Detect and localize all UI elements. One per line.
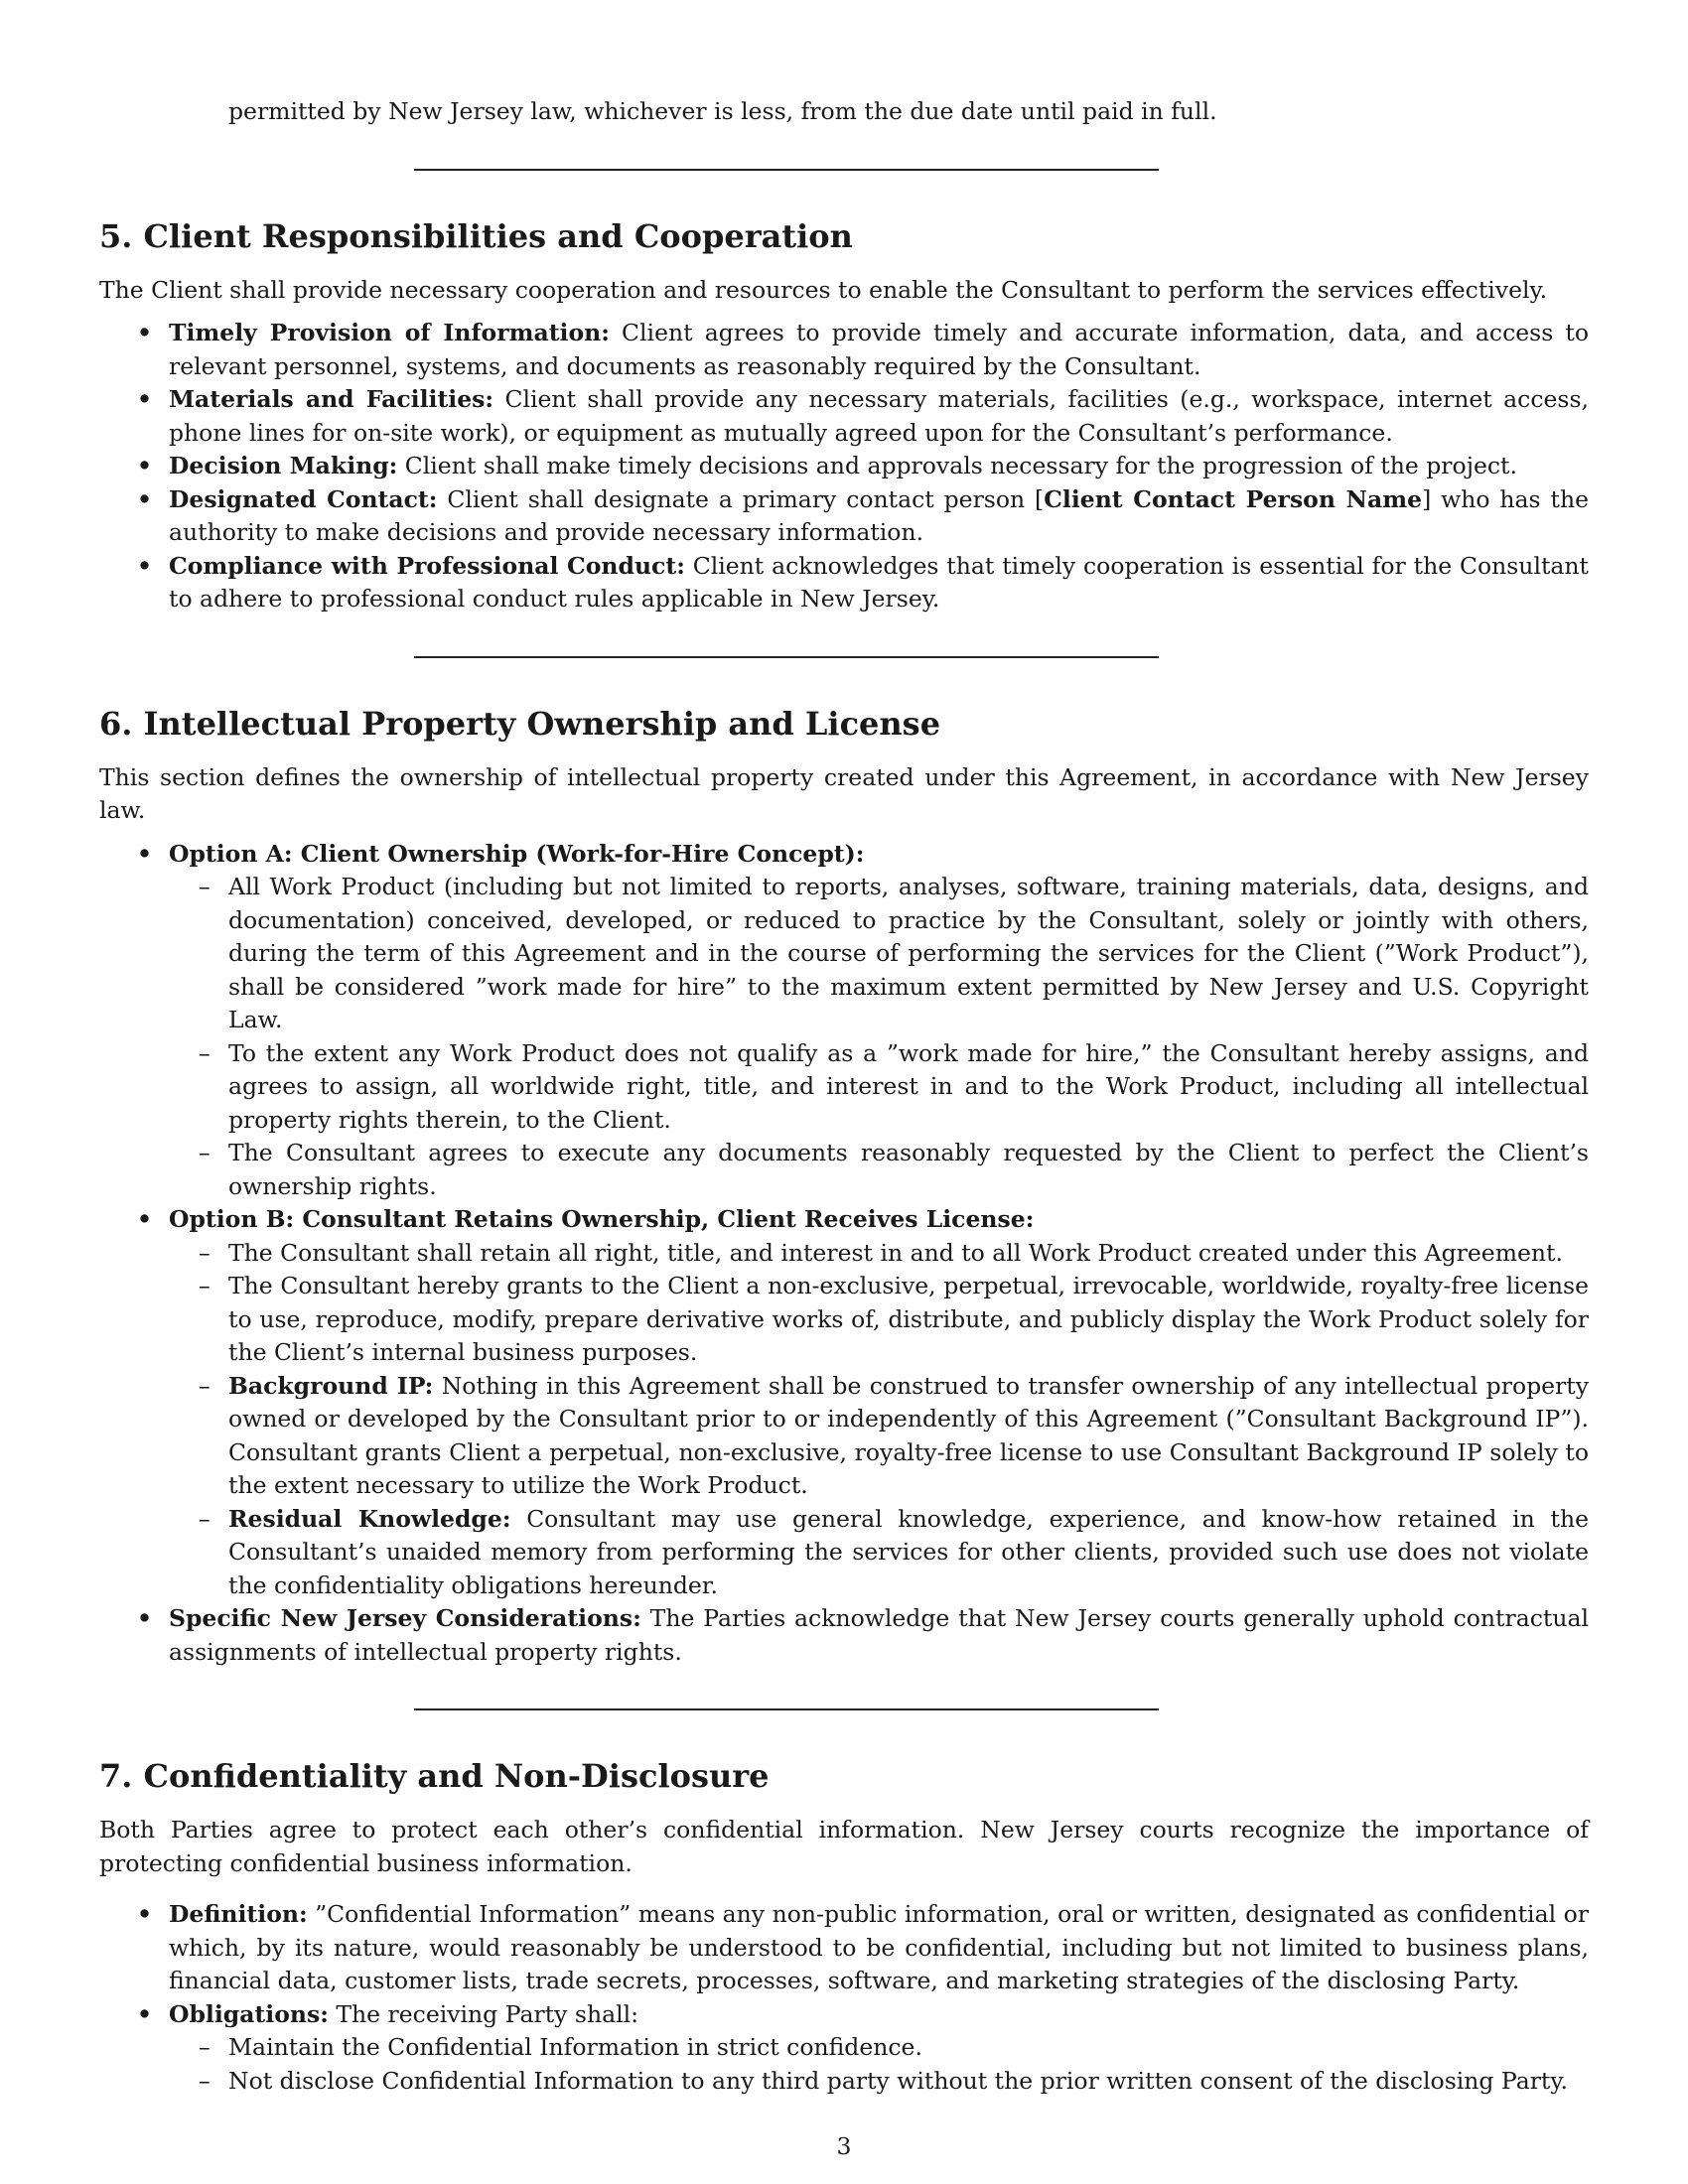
bullet-icon: • (137, 1999, 153, 2028)
section-5-list (99, 317, 1589, 616)
bullet-icon: • (137, 319, 153, 346)
section-divider (414, 656, 1159, 658)
placeholder-field: Client Contact Person Name (1044, 484, 1423, 513)
dash-icon: – (199, 1038, 211, 1067)
sublist-item: – Residual Knowledge: Consultant may use general knowledge, experience, and know-how retained in the Consultant’s unaided memory from performing the services for other clients, provided such use does not violate the confidentiality obligations hereunder. (199, 1504, 1589, 1599)
document-page (99, 95, 1589, 2098)
sublist-item: – Not disclose Confidential Information to any third party without the prior written consent of the disclosing Party. (169, 2065, 1589, 2099)
sublist-item: – All Work Product (including but not limited to reports, analyses, software, training materials, data, designs, and documentation) conceived, developed, or reduced to practice by the Consultant, solely or jointly with others, during the term of this Agreement and in the course of performing the services for the Client (”Work Product”), shall be considered ”work made for hire” to the maximum extent permitted by New Jersey and U.S. Copyright Law. (199, 873, 1589, 1033)
list-item: • Option A: Client Ownership (Work-for-Hire Concept): – All Work Product (including but not limited to reports, analyses, software, training materials, data, designs, and documentation) conceived, developed, or reduced to practice by the Consultant, solely or jointly with others, during the term of this Agreement and in the course of performing the services for the Client (”Work Product”), shall be considered ”work made for hire” to the maximum extent permitted by New Jersey and U.S. Copyright Law. – To the extent any Work Product does not qualify as a ”work made for hire,” the Consultant hereby assigns, and agrees to assign, all worldwide right, title, and interest in and to the Work Product, including all intellectual property rights therein, to the Client. – The Consultant agrees to execute any documents reasonably requested by the Client to perfect the Client’s ownership rights. (99, 838, 1589, 1204)
list-item: • Specific New Jersey Considerations: The Parties acknowledge that New Jersey courts generally uphold contractual assignments of intellectual property rights. (137, 1604, 1589, 1666)
list-item: • Materials and Facilities: Client shall provide any necessary materials, facilities (e.g., workspace, internet access, phone lines for on-site work), or equipment as mutually agreed upon for the Consultant’s performance. (137, 385, 1589, 447)
section-7-list (99, 1898, 1589, 2098)
dash-icon: – (199, 1504, 211, 1533)
dash-icon: – (199, 1371, 211, 1400)
sublist (169, 2031, 1589, 2098)
page-number: 3 (836, 2132, 852, 2160)
sublist-item: – The Consultant hereby grants to the Client a non-exclusive, perpetual, irrevocable, worldwide, royalty-free license to use, reproduce, modify, prepare derivative works of, distribute, and publicly display the Work Product solely for the Client’s internal business purposes. (199, 1272, 1589, 1366)
bullet-icon: • (137, 1900, 153, 1928)
sublist-item: – The Consultant agrees to execute any documents reasonably requested by the Client to perfect the Client’s ownership rights. (199, 1139, 1589, 1200)
section-divider (414, 1708, 1159, 1710)
section-5-heading: 5. Client Responsibilities and Cooperation (99, 216, 853, 255)
section-6-heading: 6. Intellectual Property Ownership and License (99, 704, 941, 743)
dash-icon: – (199, 873, 211, 900)
sublist (169, 871, 1589, 1203)
sublist-item: – The Consultant shall retain all right, title, and interest in and to all Work Product created under this Agreement. (169, 1237, 1589, 1271)
bullet-icon: • (137, 551, 153, 580)
list-item: • Obligations: The receiving Party shall: – Maintain the Confidential Information in strict confidence. – Not disclose Confidential Information to any third party without the prior written consent of the disclosing Party. (99, 1998, 1589, 2099)
continuation-text: permitted by New Jersey law, whichever is less, from the due date until paid in full. (228, 97, 1217, 125)
bullet-icon: • (137, 839, 153, 868)
sublist-item: – To the extent any Work Product does not qualify as a ”work made for hire,” the Consultant hereby assigns, and agrees to assign, all worldwide right, title, and interest in and to the Work Product, including all intellectual property rights therein, to the Client. (199, 1038, 1589, 1134)
sublist (169, 1237, 1589, 1603)
section-7-heading: 7. Confidentiality and Non-Disclosure (99, 1757, 770, 1795)
dash-icon: – (199, 1238, 211, 1267)
dash-icon: – (199, 2066, 211, 2095)
section-7-intro: Both Parties agree to protect each other’s confidential information. New Jersey courts recognize the importance of protecting confidential business information. (99, 1816, 1589, 1877)
bullet-icon: • (137, 1205, 153, 1233)
section-6-intro: This section defines the ownership of intellectual property created under this Agreement, in accordance with New Jersey law. (99, 762, 1589, 824)
section-6-list (99, 838, 1589, 1670)
sublist-item: – Maintain the Confidential Information in strict confidence. (169, 2031, 1589, 2065)
list-item: • Compliance with Professional Conduct: Client acknowledges that timely cooperation is essential for the Consultant to adhere to professional conduct rules applicable in New Jersey. (137, 551, 1589, 613)
bullet-icon: • (137, 1604, 153, 1632)
bullet-icon: • (137, 484, 153, 513)
list-item: • Option B: Consultant Retains Ownership, Client Receives License: – The Consultant shall retain all right, title, and interest in and to all Work Product created under this Agreement. – The Consultant hereby grants to the Client a non-exclusive, perpetual, irrevocable, worldwide, royalty-free license to use, reproduce, modify, prepare derivative works of, distribute, and publicly display the Work Product solely for the Client’s internal business purposes. – Background IP: Nothing in this Agreement shall be construed to transfer ownership of any intellectual property owned or developed by the Consultant prior to or independently of this Agreement (”Consultant Background IP”). Consultant grants Client a perpetual, non-exclusive, royalty-free license to use Consultant Background IP solely to the extent necessary to utilize the Work Product. – Residual Knowledge: Consultant may use general knowledge, experience, and know-how retained in the Consultant’s unaided memory from performing the services for other clients, provided such use does not violate the confidentiality obligations hereunder. (99, 1203, 1589, 1602)
dash-icon: – (199, 1272, 211, 1299)
dash-icon: – (199, 2033, 211, 2061)
bullet-icon: • (137, 452, 153, 479)
section-divider (414, 169, 1159, 171)
list-item: • Timely Provision of Information: Client agrees to provide timely and accurate information, data, and access to relevant personnel, systems, and documents as reasonably required by the Consultant. (137, 319, 1590, 380)
section-5-intro: The Client shall provide necessary cooperation and resources to enable the Consultant to perform the services effectively. (99, 275, 1548, 304)
dash-icon: – (199, 1139, 211, 1166)
sublist-item: – Background IP: Nothing in this Agreement shall be construed to transfer ownership of any intellectual property owned or developed by the Consultant prior to or independently of this Agreement (”Consultant Background IP”). Consultant grants Client a perpetual, non-exclusive, royalty-free license to use Consultant Background IP solely to the extent necessary to utilize the Work Product. (199, 1371, 1589, 1499)
list-item: • Designated Contact: Client shall designate a primary contact person [Client Contact Person Name] who has the authority to make decisions and provide necessary information. (137, 484, 1589, 546)
list-item: • Decision Making: Client shall make timely decisions and approvals necessary for the progression of the project. (99, 450, 1589, 483)
bullet-icon: • (137, 385, 153, 413)
list-item: • Definition: ”Confidential Information” means any non-public information, oral or written, designated as confidential or which, by its nature, would reasonably be understood to be confidential, including but not limited to business plans, financial data, customer lists, trade secrets, processes, software, and marketing strategies of the disclosing Party. (137, 1900, 1589, 1994)
